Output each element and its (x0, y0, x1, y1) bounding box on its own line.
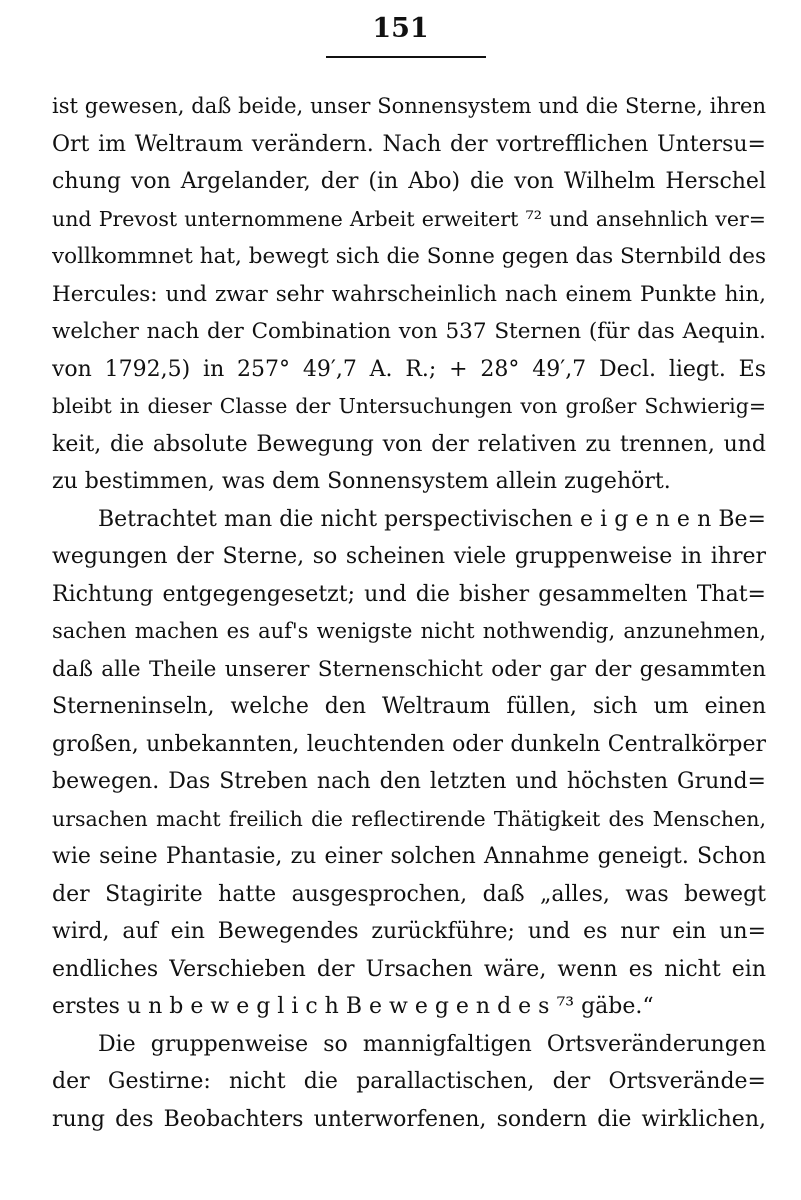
text-line: wie seine Phantasie, zu einer solchen Annahme geneigt. Schon (52, 844, 766, 869)
body-text (52, 88, 766, 1138)
text-line: Betrachtet man die nicht perspectivischen e i g e n e n Be= (98, 506, 766, 532)
text-line: ist gewesen, daß beide, unser Sonnensystem und die Sterne, ihren (52, 94, 766, 118)
text-line: Ort im Weltraum verändern. Nach der vortrefflichen Untersu= (52, 131, 766, 157)
text-line: vollkommnet hat, bewegt sich die Sonne gegen das Sternbild des (52, 244, 766, 269)
text-line: großen, unbekannten, leuchtenden oder dunkeln Centralkörper (52, 731, 766, 757)
text-line: der Stagirite hatte ausgesprochen, daß „alles, was bewegt (52, 881, 766, 907)
text-line: und Prevost unternommene Arbeit erweitert ⁷² und ansehnlich ver= (52, 206, 766, 231)
header-rule (326, 56, 486, 58)
text-line: sachen machen es auf's wenigste nicht nothwendig, anzunehmen, (52, 619, 766, 643)
text-line: bewegen. Das Streben nach den letzten und höchsten Grund= (52, 769, 766, 794)
text-line: welcher nach der Combination von 537 Sternen (für das Aequin. (52, 319, 766, 344)
text-line: Hercules: und zwar sehr wahrscheinlich nach einem Punkte hin, (52, 281, 766, 307)
text-line: Richtung entgegengesetzt; und die bisher gesammelten That= (52, 581, 766, 607)
text-line: rung des Beobachters unterworfenen, sondern die wirklichen, (52, 1106, 766, 1132)
text-line: bleibt in dieser Classe der Untersuchungen von großer Schwierig= (52, 394, 766, 418)
text-line: erstes u n b e w e g l i c h B e w e g e n d e s ⁷³ gäbe.“ (52, 994, 654, 1019)
text-line: chung von Argelander, der (in Abo) die von Wilhelm Herschel (52, 169, 766, 194)
text-line: wegungen der Sterne, so scheinen viele gruppenweise in ihrer (52, 544, 766, 569)
text-line: daß alle Theile unserer Sternenschicht oder gar der gesammten (52, 656, 766, 682)
text-line: keit, die absolute Bewegung von der relativen zu trennen, und (52, 431, 766, 457)
text-line: Sterneninseln, welche den Weltraum füllen, sich um einen (52, 694, 766, 719)
text-line: wird, auf ein Bewegendes zurückführe; und es nur ein un= (52, 919, 766, 944)
text-line: endliches Verschieben der Ursachen wäre, wenn es nicht ein (52, 956, 766, 982)
text-line: zu bestimmen, was dem Sonnensystem allein zugehört. (52, 469, 671, 494)
text-line: der Gestirne: nicht die parallactischen, der Ortsverände= (52, 1069, 766, 1094)
text-line: von 1792,5) in 257° 49′,7 A. R.; + 28° 49′,7 Decl. liegt. Es (52, 356, 766, 382)
text-line: Die gruppenweise so mannigfaltigen Ortsveränderungen (98, 1031, 766, 1057)
text-line: ursachen macht freilich die reflectirende Thätigkeit des Menschen, (52, 806, 766, 831)
page-number: 151 (372, 13, 429, 44)
